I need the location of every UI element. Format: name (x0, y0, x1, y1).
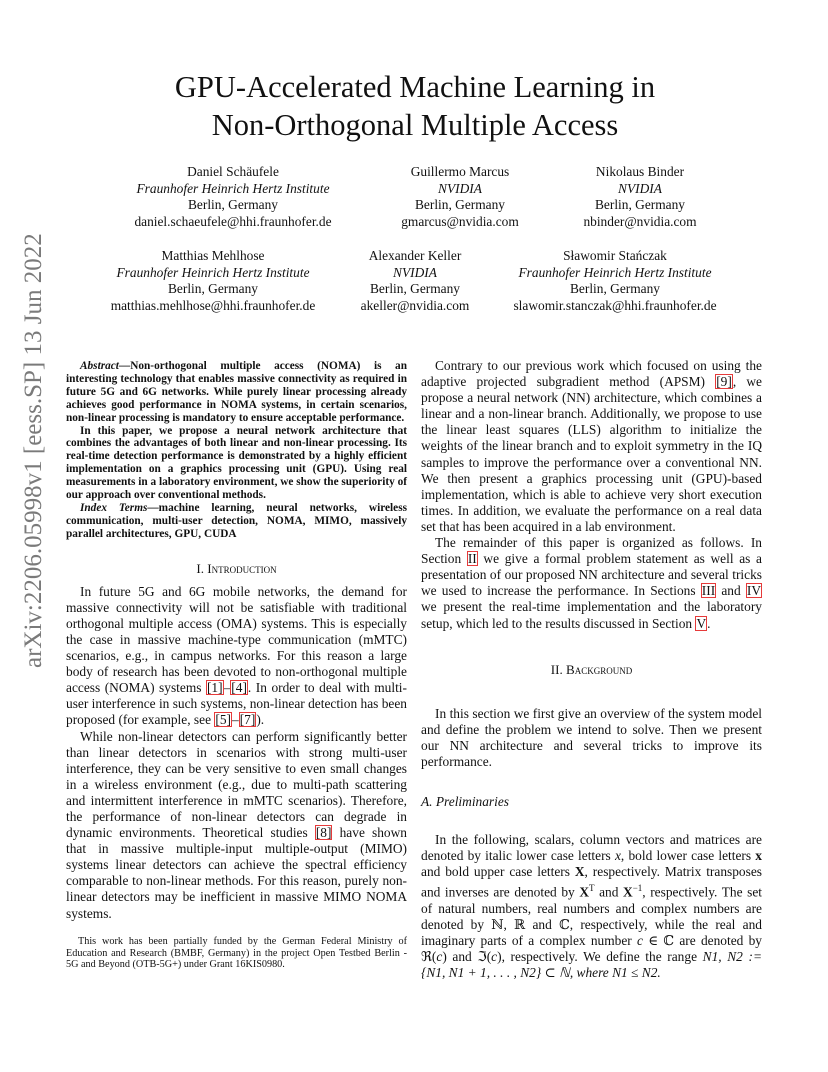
title-line-2: Non-Orthogonal Multiple Access (211, 108, 619, 142)
background-para: In this section we first give an overview of the system model and define the problem we intend to solve. Then we present our NN architecture and several tricks to improve its performance. (421, 705, 762, 769)
math-scalar: x (614, 848, 621, 864)
text-run: ). (256, 712, 265, 728)
author-email: matthias.mehlhose@hhi.fraunhofer.de (110, 297, 316, 313)
paper-title (60, 68, 770, 144)
author-name: Nikolaus Binder (595, 164, 685, 179)
author-name: Guillermo Marcus (410, 164, 510, 179)
text-run: and bold upper case letters (421, 864, 575, 880)
index-terms (66, 502, 407, 541)
author-affiliation: Fraunhofer Heinrich Hertz Institute (116, 264, 310, 280)
citation-link[interactable]: [5] (215, 712, 231, 728)
author-city: Berlin, Germany (570, 281, 660, 297)
author-affiliation: NVIDIA (618, 180, 662, 196)
footnote: This work has been partially funded by the German Federal Ministry of Education and Research (BMBF, Germany) in the project Open Testbed Berlin - 5G and Beyond (OTB-5G+) under Grant 16KIS0980. (66, 936, 407, 971)
author-affiliation: NVIDIA (438, 180, 482, 196)
text-run: In the following, scalars, column vectors and matrices are denoted by italic lower case letters (421, 832, 762, 864)
author-affiliation: NVIDIA (393, 264, 437, 280)
math-matrix: X (623, 884, 633, 900)
author-affiliation: Fraunhofer Heinrich Hertz Institute (518, 264, 712, 280)
citation-link[interactable]: [1] (206, 680, 223, 696)
right-para-2 (421, 535, 762, 632)
text-run: we give a formal problem statement as well as a presentation of our proposed NN architecture and several tricks we used to increase the performance. In Sections (421, 551, 763, 599)
math-range: N1, N2 := {N1, N1 + 1, . . . , N2} ⊂ ℕ, where N1 ≤ N2. (421, 949, 762, 981)
text-run: . (707, 615, 711, 631)
text-run: The remainder of this paper is organized as follows. In Section (421, 535, 762, 567)
text-run: . In order to deal with multi-user interference in such systems, non-linear detection has been proposed (for example, see (66, 680, 407, 728)
text-run: , respectively. Matrix transposes and inverses are denoted by (421, 864, 762, 900)
author-name: Matthias Mehlhose (161, 248, 265, 263)
math-scalar: c (637, 933, 643, 949)
author-city: Berlin, Germany (415, 197, 505, 213)
author-affiliation: Fraunhofer Heinrich Hertz Institute (136, 180, 330, 196)
left-column (66, 360, 407, 922)
text-run: ), respectively. We define the range (497, 949, 703, 965)
author-email: gmarcus@nvidia.com (401, 213, 519, 229)
text-run: ∈ ℂ are denoted by ℜ( (421, 933, 763, 965)
subsection-heading-preliminaries: A. Preliminaries (421, 793, 510, 809)
author-city: Berlin, Germany (168, 281, 258, 297)
author-block-5 (335, 248, 495, 314)
math-transpose: T (588, 883, 595, 894)
abstract-text-1: —Non-orthogonal multiple access (NOMA) is an interesting technology that enables massive connectivity as required in future 5G and 6G networks. While purely linear processing already achieves good performance in NOMA systems, in certain scenarios, non-linear processing is mandatory to ensure acceptable performance. (66, 360, 407, 424)
math-matrix: X (579, 884, 589, 900)
text-run: we present the real-time implementation and the laboratory setup, which led to the results discussed in Section (421, 599, 762, 631)
abstract (66, 360, 407, 541)
abstract-label: Abstract (80, 360, 119, 372)
text-run: In future 5G and 6G mobile networks, the demand for massive connectivity will not be satisfiable with traditional orthogonal multiple access (OMA) systems. This is especially the case in massive machine-type communication (mMTC) scenarios, e.g., in campus networks. For this reason a large body of research has been devoted to non-orthogonal multiple access (NOMA) systems (66, 583, 407, 696)
text-run: and (594, 884, 624, 900)
text-run: and (716, 583, 746, 599)
math-matrix: X (574, 864, 585, 880)
author-block-6 (500, 248, 730, 314)
abstract-para-2: In this paper, we propose a neural network architecture that combines the advantages of both linear and non-linear processing. Its real-time detection performance is demonstrated by a highly efficient implementation on a graphics processing unit (GPU). Using real measurements in a laboratory environment, we show the superiority of our approach over conventional methods. (66, 424, 407, 502)
abstract-para-1 (66, 360, 407, 425)
right-column (421, 358, 762, 981)
author-email: daniel.schaeufele@hhi.fraunhofer.de (134, 213, 332, 229)
citation-link[interactable]: [8] (315, 825, 332, 841)
text-run: ) and ℑ( (442, 949, 492, 965)
text-run: While non-linear detectors can perform significantly better than linear detectors in scenarios with strong multi-user interference, they can be very sensitive to even small changes in a wireless environment (e.g., due to multi-path scattering and intermittent interference in mMTC scenarios). Therefore, the performance of non-linear detectors can degrade in dynamic environments. Theoretical studies (66, 728, 407, 841)
author-email: slawomir.stanczak@hhi.fraunhofer.de (513, 297, 717, 313)
arxiv-identifier: arXiv:2206.05998v1 [eess.SP] 13 Jun 2022 (20, 233, 47, 668)
author-name: Alexander Keller (368, 248, 462, 263)
text-run: , we propose a neural network (NN) architecture, which combines a linear and a non-linear branch. Additionally, we propose to use the linear least squares (LLS) algorithm to initialize the weights of the linear branch and to exploit symmetry in the IQ samples to improve the performance over a conventional NN. We then present a graphics processing unit (GPU)-based implementation, which is able to achieve very short execution times. In addition, we evaluate the performance on a real data set that has been acquired in a lab environment. (421, 374, 762, 534)
math-inverse: −1 (632, 883, 643, 894)
author-block-2 (360, 164, 560, 230)
text-run: – (223, 680, 231, 696)
citation-link[interactable]: [7] (239, 712, 256, 728)
index-terms-label: Index Terms (80, 501, 148, 514)
math-scalar: c (491, 949, 498, 965)
intro-para-2 (66, 729, 407, 922)
author-city: Berlin, Germany (188, 197, 278, 213)
author-name: Daniel Schäufele (187, 164, 279, 179)
citation-link[interactable]: [4] (231, 680, 247, 696)
author-city: Berlin, Germany (370, 281, 460, 297)
citation-link[interactable]: [9] (716, 374, 732, 390)
section-link[interactable]: II (467, 551, 477, 567)
right-para-1 (421, 358, 762, 535)
title-line-1: GPU-Accelerated Machine Learning in (174, 70, 656, 104)
section-link[interactable]: V (696, 615, 707, 631)
section-link[interactable]: III (701, 583, 716, 599)
text-run: – (231, 712, 239, 728)
section-link[interactable]: IV (746, 583, 762, 599)
text-run: , respectively. The set of natural numbers, real numbers and complex numbers are denoted by ℕ, ℝ and ℂ, respectively, while the real and imaginary parts of a complex number (421, 884, 763, 949)
section-heading-introduction: I. Introduction (196, 560, 277, 576)
preliminaries-para (421, 832, 762, 981)
intro-para-1 (66, 584, 407, 729)
text-run: have shown that in massive multiple-input multiple-output (MIMO) systems linear detectors can achieve the spectral efficiency comparable to non-linear methods. For this reason, purely non-linear detectors may be inefficient in massive MIMO NOMA systems. (66, 825, 407, 921)
text-run: , bold lower case letters (620, 848, 756, 864)
author-name: Sławomir Stańczak (563, 248, 667, 263)
text-run: Contrary to our previous work which focused on using the adaptive projected subgradient method (APSM) (421, 358, 762, 390)
author-block-1 (118, 164, 348, 230)
math-scalar: c (436, 949, 443, 965)
author-email: nbinder@nvidia.com (583, 213, 697, 229)
author-email: akeller@nvidia.com (360, 297, 470, 313)
author-city: Berlin, Germany (595, 197, 685, 213)
index-terms-text: —machine learning, neural networks, wireless communication, multi-user detection, NOMA, MIMO, massively parallel architectures, GPU, CUDA (66, 501, 407, 540)
section-heading-background: II. Background (550, 661, 633, 677)
math-vector: x (755, 848, 762, 864)
author-block-3 (540, 164, 740, 230)
author-block-4 (98, 248, 328, 314)
